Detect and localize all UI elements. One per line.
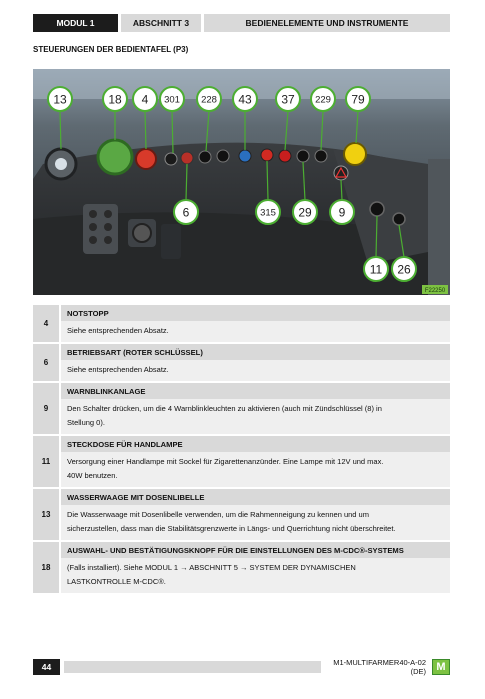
document-id: M1-MULTIFARMER40-A-02 (DE) bbox=[333, 658, 426, 676]
svg-text:229: 229 bbox=[315, 94, 331, 106]
page-footer bbox=[33, 659, 450, 675]
callout-301 bbox=[160, 87, 184, 111]
table-row bbox=[33, 383, 450, 434]
callout-228 bbox=[197, 87, 221, 111]
page-number: 44 bbox=[33, 659, 60, 675]
svg-text:315: 315 bbox=[260, 207, 276, 219]
section-title: STEUERUNGEN DER BEDIENTAFEL (P3) bbox=[33, 45, 189, 54]
row-title: WASSERWAAGE MIT DOSENLIBELLE bbox=[61, 489, 450, 505]
callout-229 bbox=[311, 87, 335, 111]
row-number: 4 bbox=[33, 305, 59, 342]
row-text: Versorgung einer Handlampe mit Sockel für Zigarettenanzünder. Eine Lampe mit 12V und max. 40W benutzen. bbox=[61, 452, 450, 487]
header-section: ABSCHNITT 3 bbox=[121, 14, 201, 32]
svg-text:29: 29 bbox=[298, 205, 312, 220]
svg-text:13: 13 bbox=[53, 92, 67, 107]
brand-logo: M bbox=[432, 659, 450, 675]
svg-text:301: 301 bbox=[164, 94, 180, 106]
row-text: (Falls installiert). Siehe MODUL 1 → ABSCHNITT 5 → SYSTEM DER DYNAMISCHEN LASTKONTROLLE M-CDC®. bbox=[61, 558, 450, 593]
row-text: Siehe entsprechenden Absatz. bbox=[61, 321, 450, 342]
table-row bbox=[33, 436, 450, 487]
svg-text:26: 26 bbox=[397, 262, 411, 277]
svg-text:18: 18 bbox=[108, 92, 122, 107]
callout-11 bbox=[364, 257, 388, 281]
row-number: 6 bbox=[33, 344, 59, 381]
table-row bbox=[33, 305, 450, 342]
callout-26 bbox=[392, 257, 416, 281]
row-text: Siehe entsprechenden Absatz. bbox=[61, 360, 450, 381]
row-title: BETRIEBSART (ROTER SCHLÜSSEL) bbox=[61, 344, 450, 360]
svg-text:37: 37 bbox=[281, 92, 295, 107]
table-row bbox=[33, 489, 450, 540]
callout-79 bbox=[346, 87, 370, 111]
image-code: F22250 bbox=[424, 288, 446, 294]
callout-4 bbox=[133, 87, 157, 111]
callout-37 bbox=[276, 87, 300, 111]
row-text: Den Schalter drücken, um die 4 Warnblinkleuchten zu aktivieren (auch mit Zündschlüssel (8) in Stellung 0). bbox=[61, 399, 450, 434]
callout-29 bbox=[293, 200, 317, 224]
header-module: MODUL 1 bbox=[33, 14, 118, 32]
dashboard-photo bbox=[33, 69, 450, 295]
dashboard-illustration bbox=[33, 69, 450, 295]
svg-text:11: 11 bbox=[369, 262, 383, 277]
table-row bbox=[33, 344, 450, 381]
callout-43 bbox=[233, 87, 257, 111]
svg-text:6: 6 bbox=[182, 205, 190, 220]
row-text: Die Wasserwaage mit Dosenlibelle verwenden, um die Rahmenneigung zu kennen und um sicherzustellen, dass man die Stabilitätsgrenzwerte in Längs- und Querrichtung nicht überschreitet. bbox=[61, 505, 450, 540]
header-topic: BEDIENELEMENTE UND INSTRUMENTE bbox=[204, 14, 450, 32]
callout-6 bbox=[174, 200, 198, 224]
row-number: 18 bbox=[33, 542, 59, 593]
callout-9 bbox=[330, 200, 354, 224]
row-title: STECKDOSE FÜR HANDLAMPE bbox=[61, 436, 450, 452]
row-title: AUSWAHL- UND BESTÄTIGUNGSKNOPF FÜR DIE EINSTELLUNGEN DES M-CDC®-SYSTEMS bbox=[61, 542, 450, 558]
svg-text:228: 228 bbox=[201, 94, 217, 106]
callout-13 bbox=[48, 87, 72, 111]
page-header bbox=[33, 14, 450, 32]
svg-text:79: 79 bbox=[351, 92, 365, 107]
svg-text:43: 43 bbox=[238, 92, 252, 107]
row-number: 9 bbox=[33, 383, 59, 434]
row-title: WARNBLINKANLAGE bbox=[61, 383, 450, 399]
row-number: 11 bbox=[33, 436, 59, 487]
table-row bbox=[33, 542, 450, 593]
footer-bar bbox=[64, 661, 321, 673]
svg-text:4: 4 bbox=[141, 92, 149, 107]
row-number: 13 bbox=[33, 489, 59, 540]
callout-18 bbox=[103, 87, 127, 111]
controls-table bbox=[33, 305, 450, 595]
callout-315 bbox=[256, 200, 280, 224]
row-title: NOTSTOPP bbox=[61, 305, 450, 321]
svg-text:9: 9 bbox=[338, 205, 346, 220]
